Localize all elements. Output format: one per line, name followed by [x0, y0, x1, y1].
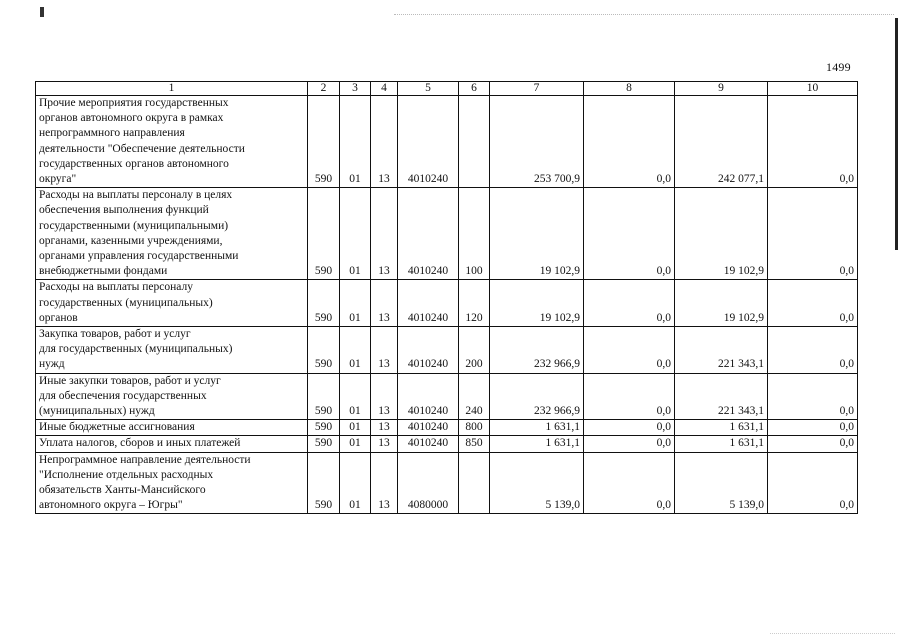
row-name-cell: Непрограммное направление деятельности "Исполнение отдельных расходных обязательств Ханты-Мансийского автономного округа – Югры"	[36, 452, 308, 514]
header-cell: 8	[584, 82, 675, 96]
section-cell: 01	[340, 96, 371, 188]
target-article-cell: 4010240	[398, 188, 459, 280]
code-cell: 590	[308, 280, 340, 327]
target-article-cell: 4010240	[398, 436, 459, 452]
amount-cell: 1 631,1	[490, 420, 584, 436]
expense-type-cell	[459, 96, 490, 188]
amount-cell: 221 343,1	[675, 373, 768, 420]
expense-type-cell: 200	[459, 327, 490, 374]
section-cell: 01	[340, 373, 371, 420]
amount-cell: 0,0	[584, 452, 675, 514]
expense-type-cell: 800	[459, 420, 490, 436]
header-cell: 6	[459, 82, 490, 96]
budget-table	[35, 81, 858, 514]
amount-cell: 0,0	[768, 420, 858, 436]
header-cell: 7	[490, 82, 584, 96]
subsection-cell: 13	[371, 436, 398, 452]
expense-type-cell: 240	[459, 373, 490, 420]
scan-header-noise	[394, 14, 894, 16]
amount-cell: 0,0	[584, 327, 675, 374]
amount-cell: 0,0	[768, 280, 858, 327]
table-body	[36, 82, 858, 514]
code-cell: 590	[308, 327, 340, 374]
code-cell: 590	[308, 188, 340, 280]
section-cell: 01	[340, 327, 371, 374]
amount-cell: 0,0	[584, 96, 675, 188]
table-row	[36, 452, 858, 514]
scan-mark	[40, 7, 44, 17]
header-cell: 4	[371, 82, 398, 96]
target-article-cell: 4010240	[398, 373, 459, 420]
scan-edge-line	[895, 18, 898, 250]
code-cell: 590	[308, 96, 340, 188]
amount-cell: 0,0	[768, 452, 858, 514]
section-cell: 01	[340, 420, 371, 436]
subsection-cell: 13	[371, 96, 398, 188]
amount-cell: 221 343,1	[675, 327, 768, 374]
amount-cell: 19 102,9	[675, 280, 768, 327]
code-cell: 590	[308, 452, 340, 514]
table-row	[36, 327, 858, 374]
amount-cell: 0,0	[768, 96, 858, 188]
amount-cell: 0,0	[768, 188, 858, 280]
page-number: 1499	[826, 60, 851, 74]
amount-cell: 232 966,9	[490, 373, 584, 420]
header-cell: 1	[36, 82, 308, 96]
section-cell: 01	[340, 436, 371, 452]
header-cell: 9	[675, 82, 768, 96]
scan-footer-noise	[770, 633, 895, 635]
code-cell: 590	[308, 420, 340, 436]
row-name-cell: Иные закупки товаров, работ и услуг для обеспечения государственных (муниципальных) нужд	[36, 373, 308, 420]
amount-cell: 0,0	[768, 436, 858, 452]
target-article-cell: 4010240	[398, 280, 459, 327]
amount-cell: 1 631,1	[675, 436, 768, 452]
section-cell: 01	[340, 452, 371, 514]
section-cell: 01	[340, 280, 371, 327]
expense-type-cell: 100	[459, 188, 490, 280]
table-row	[36, 373, 858, 420]
subsection-cell: 13	[371, 373, 398, 420]
amount-cell: 232 966,9	[490, 327, 584, 374]
code-cell: 590	[308, 436, 340, 452]
amount-cell: 242 077,1	[675, 96, 768, 188]
row-name-cell: Прочие мероприятия государственных органов автономного округа в рамках непрограммного направления деятельности "Обеспечение деятельности государственных органов автономного округа"	[36, 96, 308, 188]
section-cell: 01	[340, 188, 371, 280]
amount-cell: 253 700,9	[490, 96, 584, 188]
row-name-cell: Закупка товаров, работ и услуг для государственных (муниципальных) нужд	[36, 327, 308, 374]
amount-cell: 0,0	[584, 420, 675, 436]
table-row	[36, 96, 858, 188]
amount-cell: 0,0	[584, 188, 675, 280]
row-name-cell: Расходы на выплаты персоналу в целях обеспечения выполнения функций государственными (муниципальными) органами, казенными учреждениями, органами управления государственными внебюджетными фондами	[36, 188, 308, 280]
header-cell: 5	[398, 82, 459, 96]
amount-cell: 1 631,1	[675, 420, 768, 436]
amount-cell: 0,0	[584, 373, 675, 420]
subsection-cell: 13	[371, 420, 398, 436]
row-name-cell: Расходы на выплаты персоналу государственных (муниципальных) органов	[36, 280, 308, 327]
expense-type-cell: 850	[459, 436, 490, 452]
amount-cell: 0,0	[768, 373, 858, 420]
amount-cell: 0,0	[584, 280, 675, 327]
expense-type-cell: 120	[459, 280, 490, 327]
amount-cell: 19 102,9	[490, 188, 584, 280]
table-row	[36, 280, 858, 327]
target-article-cell: 4010240	[398, 327, 459, 374]
amount-cell: 0,0	[768, 327, 858, 374]
row-name-cell: Иные бюджетные ассигнования	[36, 420, 308, 436]
target-article-cell: 4080000	[398, 452, 459, 514]
amount-cell: 0,0	[584, 436, 675, 452]
amount-cell: 19 102,9	[675, 188, 768, 280]
table-row	[36, 436, 858, 452]
expense-type-cell	[459, 452, 490, 514]
header-cell: 2	[308, 82, 340, 96]
subsection-cell: 13	[371, 327, 398, 374]
header-cell: 10	[768, 82, 858, 96]
table-row	[36, 188, 858, 280]
subsection-cell: 13	[371, 280, 398, 327]
table-row	[36, 420, 858, 436]
amount-cell: 1 631,1	[490, 436, 584, 452]
row-name-cell: Уплата налогов, сборов и иных платежей	[36, 436, 308, 452]
subsection-cell: 13	[371, 452, 398, 514]
amount-cell: 19 102,9	[490, 280, 584, 327]
target-article-cell: 4010240	[398, 96, 459, 188]
code-cell: 590	[308, 373, 340, 420]
amount-cell: 5 139,0	[490, 452, 584, 514]
subsection-cell: 13	[371, 188, 398, 280]
amount-cell: 5 139,0	[675, 452, 768, 514]
target-article-cell: 4010240	[398, 420, 459, 436]
header-cell: 3	[340, 82, 371, 96]
table-header-row	[36, 82, 858, 96]
